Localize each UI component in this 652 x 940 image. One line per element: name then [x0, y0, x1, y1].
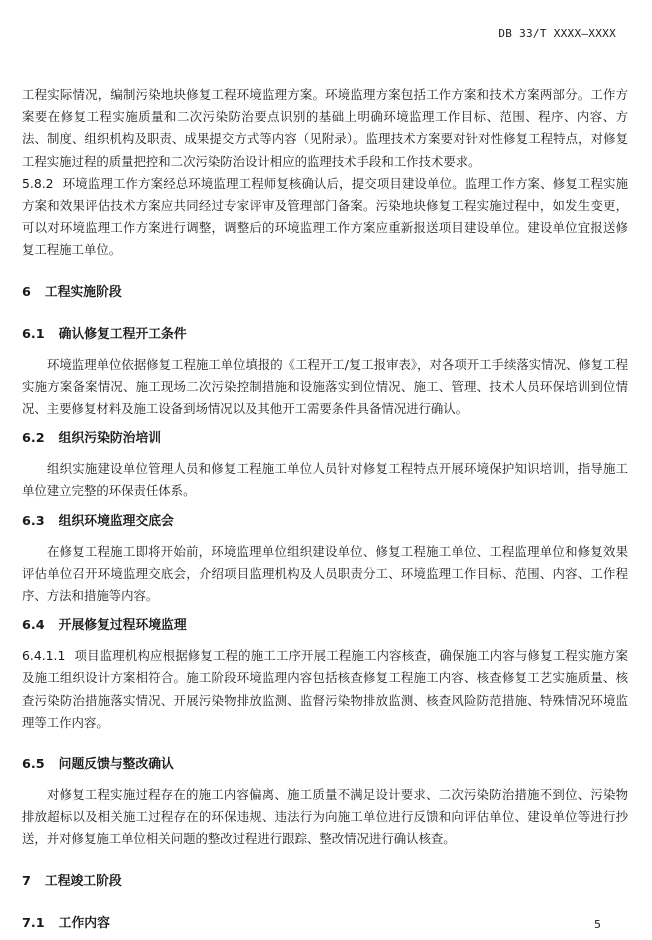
heading-section-6-4: [22, 615, 628, 637]
heading-section-6-1: [22, 324, 628, 346]
section-title: 工程实施阶段: [44, 284, 122, 300]
section-number: 7: [22, 873, 31, 889]
document-code: DB 33/T XXXX—XXXX: [498, 27, 616, 40]
section-number: 6: [22, 284, 31, 300]
section-title: 组织污染防治培训: [58, 431, 162, 447]
section-title: 工程竣工阶段: [44, 873, 122, 889]
section-number: 6.4: [22, 618, 45, 634]
section-number: 6.3: [22, 513, 45, 529]
section-title: 确认修复工程开工条件: [58, 326, 187, 342]
clause-6-4-1-1: [22, 645, 628, 734]
section-number: 6.5: [22, 757, 45, 773]
section-title: 工作内容: [58, 915, 110, 931]
section-title: 问题反馈与整改确认: [58, 757, 174, 773]
section-6-3-body: 在修复工程施工即将开始前，环境监理单位组织建设单位、修复工程施工单位、工程监理单位和修复效果评估单位召开环境监理交底会，介绍项目监理机构及人员职责分工、环境监理工作目标、范围、内容、工作程序、方法和措施等内容。: [22, 543, 628, 604]
heading-section-6-5: [22, 754, 628, 776]
heading-section-6: [22, 282, 628, 304]
section-6-5-body: 对修复工程实施过程存在的施工内容偏离、施工质量不满足设计要求、二次污染防治措施不到位、污染物排放超标以及相关施工过程存在的环保违规、违法行为向施工单位进行反馈和向评估单位、建设单位等进行抄送，并对修复施工单位相关问题的整改过程进行跟踪、整改情况进行确认核查。: [22, 787, 628, 847]
heading-section-7-1: [22, 913, 628, 935]
clause-number: 5.8.2: [22, 175, 54, 191]
heading-section-6-2: [22, 428, 628, 450]
section-title: 开展修复过程环境监理: [58, 618, 187, 634]
section-6-1-body: 环境监理单位依据修复工程施工单位填报的《工程开工/复工报审表》，对各项开工手续落实情况、修复工程实施方案备案情况、施工现场二次污染控制措施和设施落实到位情况、施工、管理、技术人员环保培训到位情况、主要修复材料及施工设备到场情况以及其他开工需要条件具备情况进行确认。: [22, 356, 628, 417]
section-number: 6.2: [22, 431, 45, 447]
paragraph-continuation: 工程实际情况，编制污染地块修复工程环境监理方案。环境监理方案包括工作方案和技术方案两部分。工作方案要在修复工程实施质量和二次污染防治要点识别的基础上明确环境监理工作目标、范围、程序、内容、方法、制度、组织机构及职责、成果提交方式等内容（见附录）。监理技术方案要对针对性修复工程特点，对修复工程实施过程的质量把控和二次污染防治设计相应的监理技术手段和工作技术要求。: [22, 87, 628, 169]
page-number: 5: [594, 918, 601, 931]
page-content: [22, 84, 628, 935]
section-6-2-body: 组织实施建设单位管理人员和修复工程施工单位人员针对修复工程特点开展环境保护知识培训，指导施工单位建立完整的环保责任体系。: [22, 461, 628, 499]
heading-section-6-3: [22, 511, 628, 533]
clause-5-8-2: [22, 173, 628, 262]
section-title: 组织环境监理交底会: [58, 513, 174, 529]
clause-text: 项目监理机构应根据修复工程的施工工序开展工程施工内容核查，确保施工内容与修复工程实施方案及施工组织设计方案相符合。施工阶段环境监理内容包括核查修复工程施工内容、核查修复工艺实施质量、核查污染防治措施落实情况、开展污染物排放监测、监督污染物排放监测、核查风险防范措施、特殊情况环境监理等工作内容。: [22, 648, 628, 730]
heading-section-7: [22, 871, 628, 893]
section-number: 7.1: [22, 915, 45, 931]
clause-text: 环境监理工作方案经总环境监理工程师复核确认后，提交项目建设单位。监理工作方案、修复工程实施方案和效果评估技术方案应共同经过专家评审及管理部门备案。污染地块修复工程实施过程中，如发生变更，可以对环境监理工作方案进行调整，调整后的环境监理工作方案应重新报送项目建设单位。建设单位宜报送修复工程施工单位。: [22, 175, 628, 258]
clause-number: 6.4.1.1: [22, 648, 66, 664]
section-number: 6.1: [22, 326, 45, 342]
